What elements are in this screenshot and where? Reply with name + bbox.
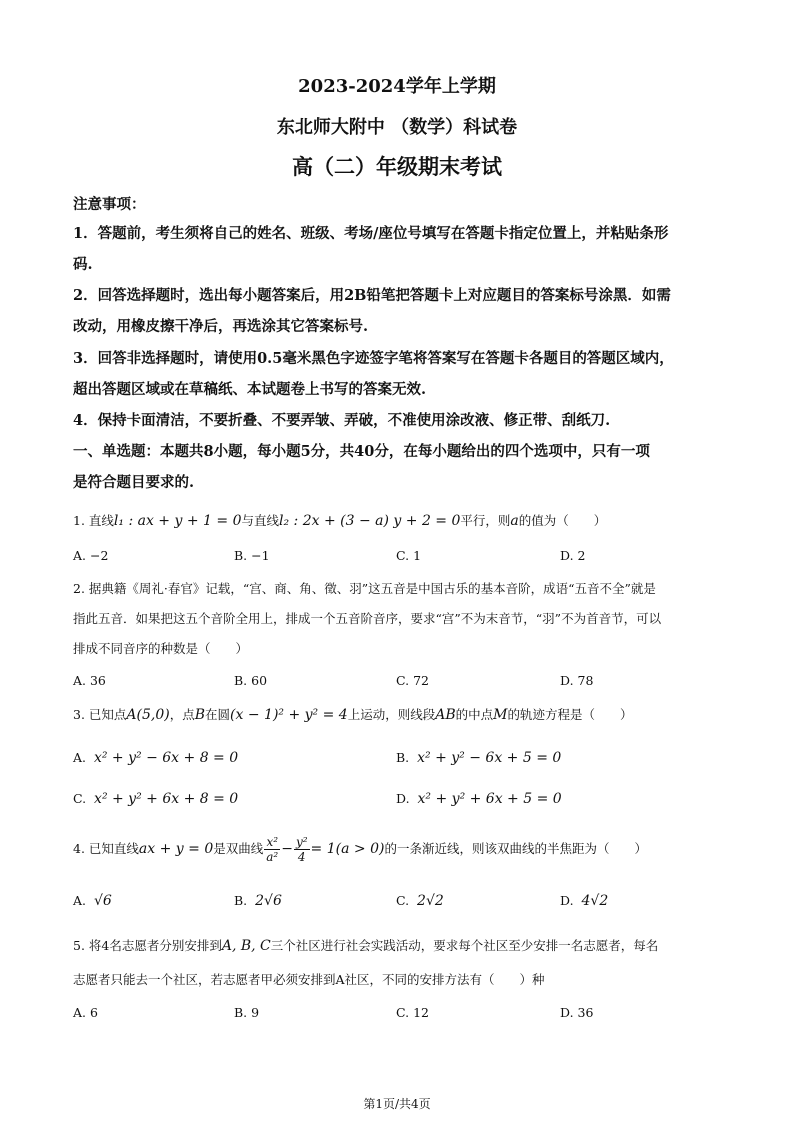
q5-option-b: B. 9 <box>234 1005 260 1020</box>
q4-option-d: D. 4√2 <box>560 893 609 909</box>
q5-option-d: D. 36 <box>560 1005 594 1020</box>
q3-point-b: B <box>194 707 206 723</box>
q3-point-a: A(5,0) <box>126 707 170 723</box>
notice-title: 注意事项： <box>73 196 146 213</box>
q3-point-m: M <box>493 707 508 723</box>
q3-mid3: 上运动，则线段 <box>347 707 436 722</box>
q1-prefix: 1. 直线 <box>73 513 114 528</box>
q3-option-d: D. x² + y² + 6x + 5 = 0 <box>396 791 562 807</box>
q4-fraction-x: $\frac{\text{x²}}{\text{a²}}$ <box>266 835 279 864</box>
q5-suffix: 三个社区进行社会实践活动，要求每个社区至少安排一名志愿者，每名 <box>270 938 659 953</box>
q3-prefix: 3. 已知点 <box>73 707 127 722</box>
q4-option-c: C. 2√2 <box>396 893 444 909</box>
header-grade: 高（二）年级期末考试 <box>292 154 502 179</box>
q3-option-b: B. x² + y² − 6x + 5 = 0 <box>396 750 562 766</box>
q4-fraction-y: $\frac{\text{y²}}{4}$ <box>295 835 308 864</box>
section-heading-a: 一、单选题：本题共8小题，每小题5分，共40分，在每小题给出的四个选项中，只有一项 <box>73 443 650 460</box>
q1-var: a <box>510 513 519 529</box>
q2-option-b: B. 60 <box>234 673 268 688</box>
q4-option-b: B. 2√6 <box>234 893 282 909</box>
q5-communities: A, B, C <box>221 938 271 954</box>
q2-option-c: C. 72 <box>396 673 429 688</box>
header-school: 东北师大附中 （数学）科试卷 <box>276 117 518 138</box>
q3-segment: AB <box>435 707 456 723</box>
notice-item-1a: 1．答题前，考生须将自己的姓名、班级、考场/座位号填写在答题卡指定位置上，并粘贴条形 <box>73 225 669 242</box>
q2-option-d: D. 78 <box>560 673 594 688</box>
q3-option-c: C. x² + y² + 6x + 8 = 0 <box>73 791 239 807</box>
header-year: 2023-2024学年上学期 <box>298 76 496 97</box>
q1-suffix-b: 的值为（ ） <box>518 513 607 528</box>
q1-line-l1: l₁ : ax + y + 1 = 0 <box>113 513 242 529</box>
question-5 <box>73 937 733 955</box>
notice-item-1b: 码. <box>73 256 93 273</box>
q1-option-c: C. 1 <box>396 548 422 563</box>
q3-option-a: A. x² + y² − 6x + 8 = 0 <box>73 750 239 766</box>
q3-circle: (x − 1)² + y² = 4 <box>230 707 348 723</box>
notice-item-2a: 2．回答选择题时，选出每小题答案后，用2B铅笔把答题卡上对应题目的答案标号涂黑．如需 <box>73 287 671 304</box>
q3-mid1: ，点 <box>169 707 195 722</box>
q5-option-c: C. 12 <box>396 1005 429 1020</box>
q4-prefix: 4. 已知直线 <box>73 841 139 856</box>
q1-line-l2: l₂ : 2x + (3 − a) y + 2 = 0 <box>279 513 461 529</box>
q5-option-a: A. 6 <box>73 1005 98 1020</box>
notice-item-2b: 改动，用橡皮擦干净后，再选涂其它答案标号. <box>73 318 369 335</box>
q4-eq-tail: = 1(a > 0) <box>310 841 385 857</box>
q5-line-2: 志愿者只能去一个社区，若志愿者甲必须安排到A社区，不同的安排方法有（ ）种 <box>73 972 545 987</box>
q4-line-eq: ax + y = 0 <box>138 841 214 857</box>
q1-option-a: A. −2 <box>73 548 109 563</box>
question-3 <box>73 706 733 724</box>
q1-option-d: D. 2 <box>560 548 586 563</box>
q4-suffix: 的一条渐近线，则该双曲线的半焦距为（ ） <box>384 841 647 856</box>
q3-mid2: 在圆 <box>205 707 231 722</box>
q5-prefix: 5. 将4名志愿者分别安排到 <box>73 938 222 953</box>
q2-line-3: 排成不同音序的种数是（ ） <box>73 641 249 656</box>
q4-minus: − <box>281 841 293 857</box>
q1-suffix-a: 平行，则 <box>460 513 511 528</box>
notice-item-3b: 超出答题区域或在草稿纸、本试题卷上书写的答案无效. <box>73 381 427 398</box>
q4-mid: 是双曲线 <box>213 841 264 856</box>
page-number: 第1页/共4页 <box>363 1097 431 1111</box>
q1-option-b: B. −1 <box>234 548 270 563</box>
question-4 <box>73 832 733 866</box>
q2-line-2: 指此五音．如果把这五个音阶全用上，排成一个五音阶音序，要求“宫”不为末音节，“羽”不为首音节，可以 <box>73 611 662 626</box>
q3-suffix: 的轨迹方程是（ ） <box>507 707 633 722</box>
q4-option-a: A. √6 <box>73 893 112 909</box>
section-heading-b: 是符合题目要求的. <box>73 474 195 491</box>
notice-item-3a: 3．回答非选择题时，请使用0.5毫米黑色字迹签字笔将答案写在答题卡各题目的答题区域内， <box>73 350 674 367</box>
question-1 <box>73 512 733 530</box>
q2-line-1: 2. 据典籍《周礼·春官》记载，“宫、商、角、徵、羽”这五音是中国古乐的基本音阶，成语“五音不全”就是 <box>73 581 656 596</box>
q1-mid: 与直线 <box>241 513 279 528</box>
notice-item-4: 4．保持卡面清洁，不要折叠、不要弄皱、弄破，不准使用涂改液、修正带、刮纸刀. <box>73 412 611 429</box>
q3-mid4: 的中点 <box>455 707 494 722</box>
q2-option-a: A. 36 <box>73 673 106 688</box>
